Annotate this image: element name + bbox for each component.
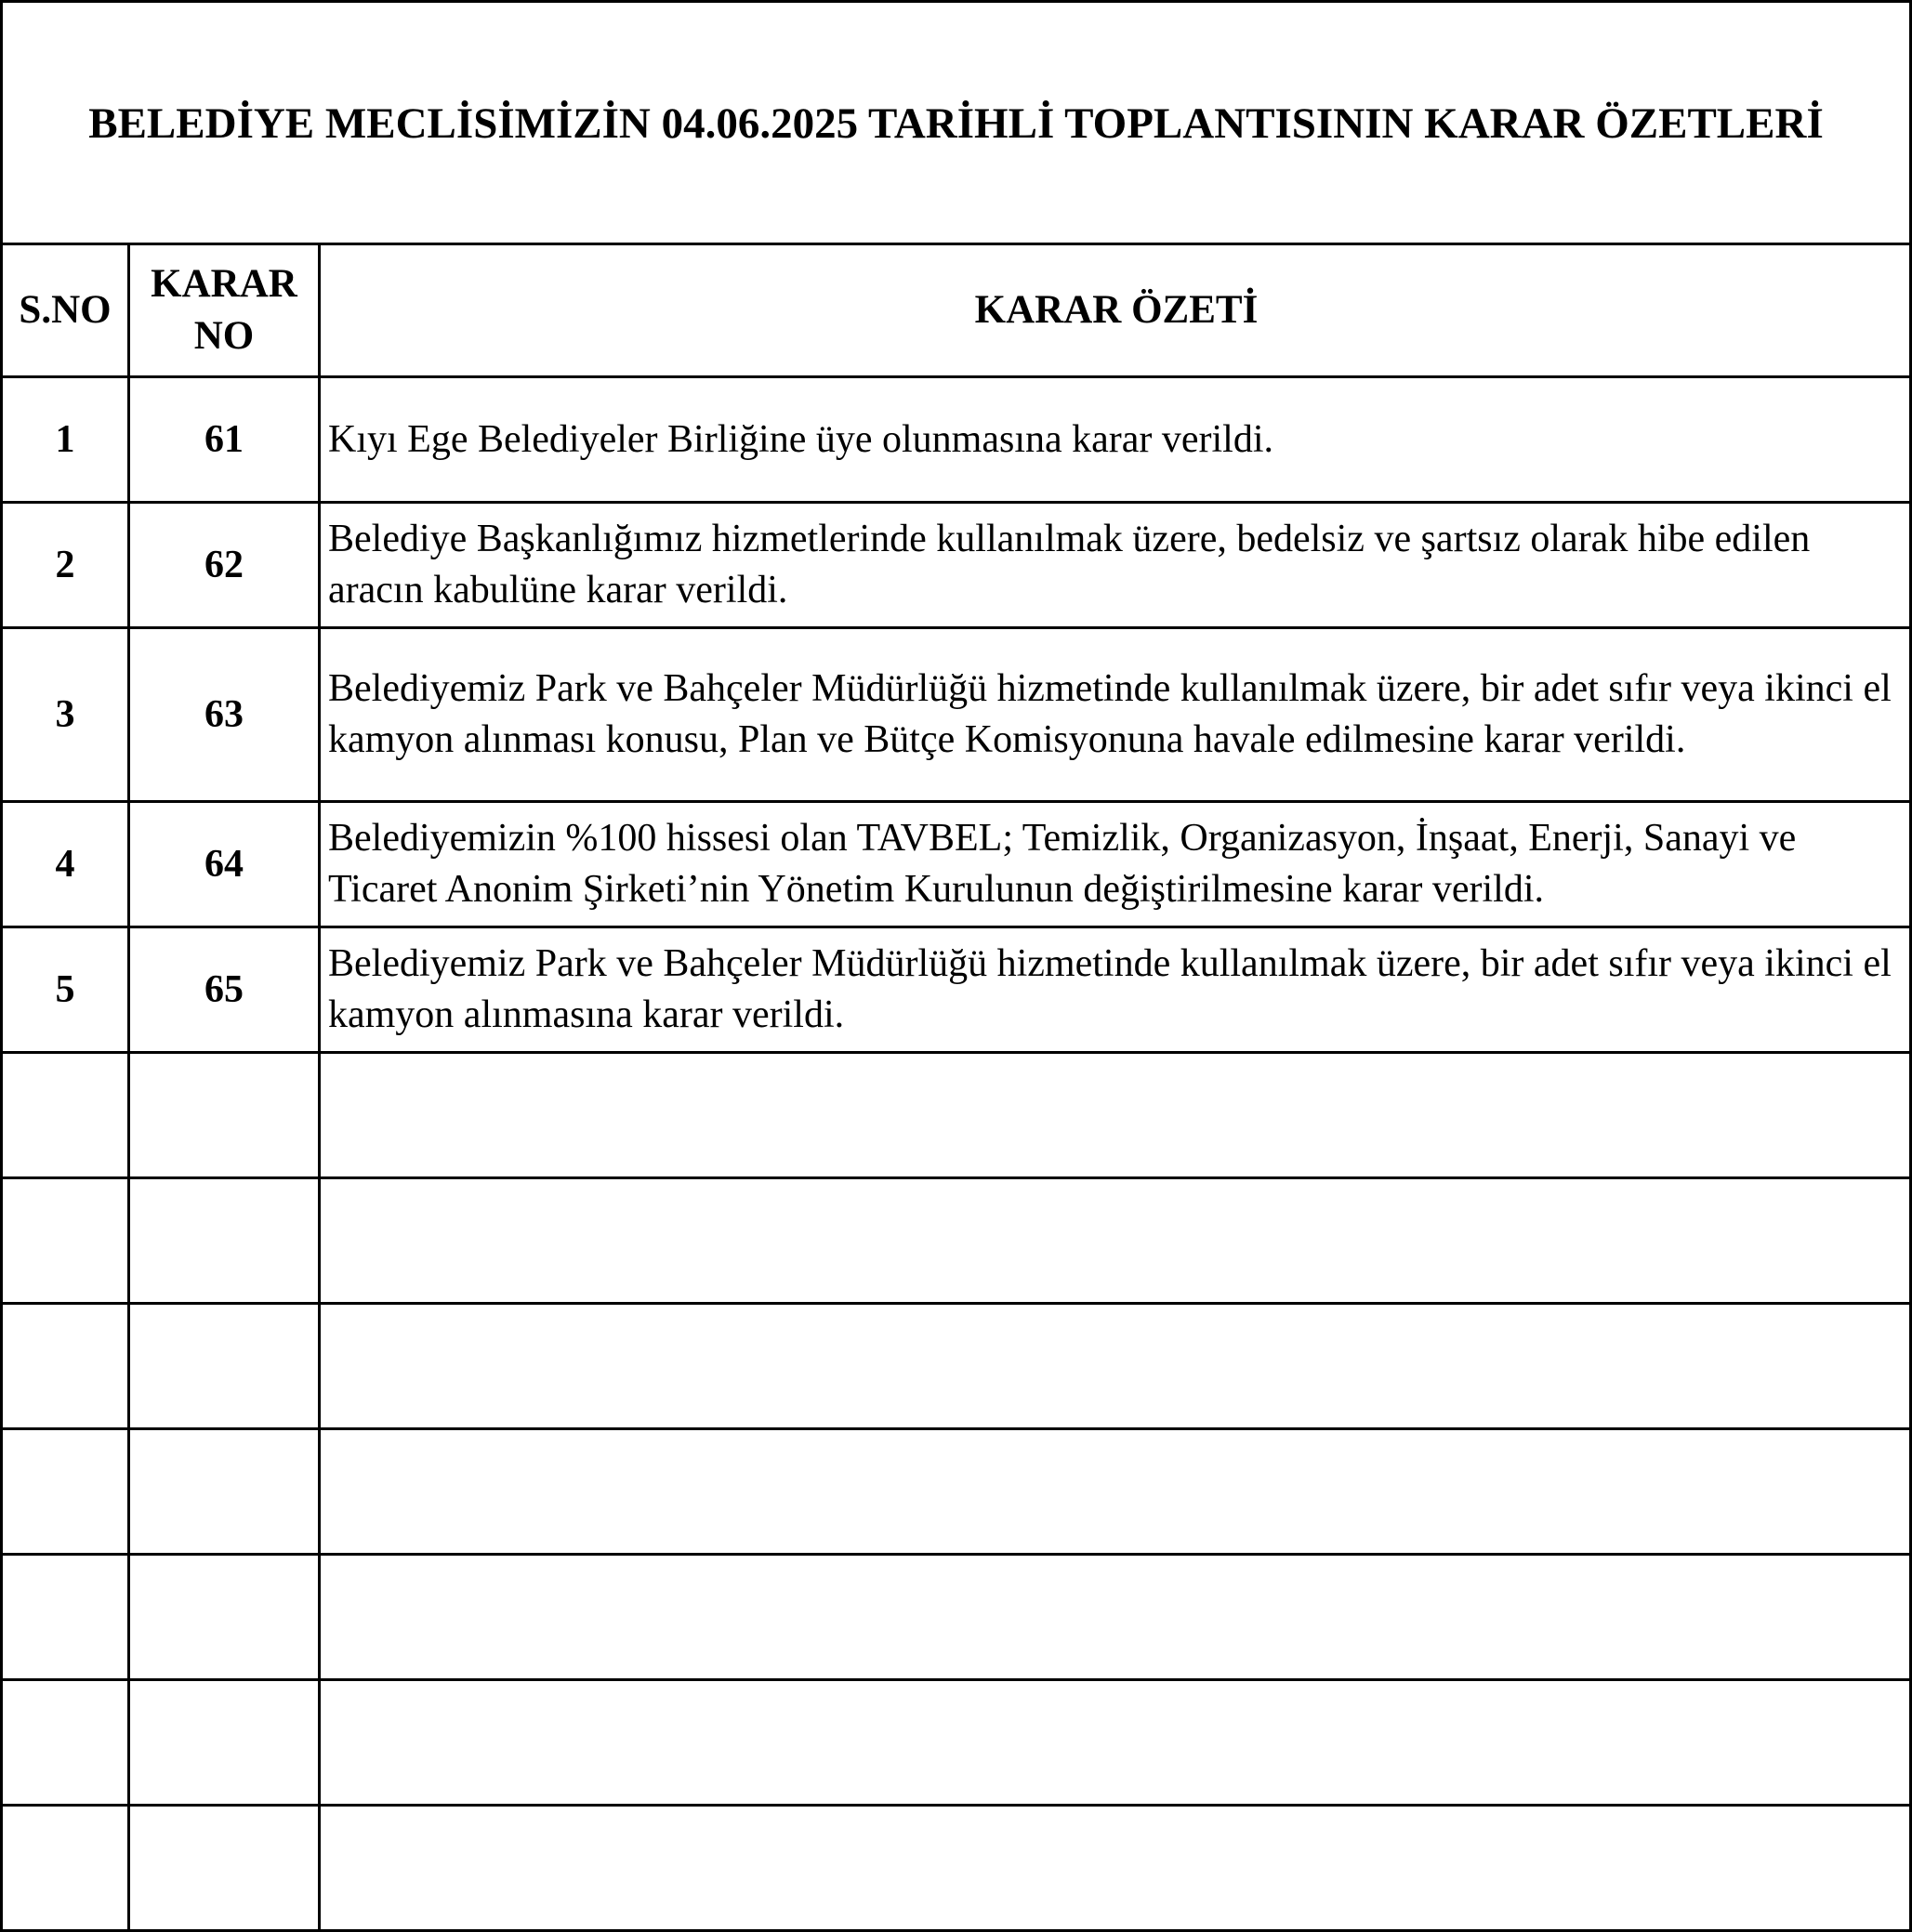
empty-karar-no-cell	[129, 1806, 320, 1931]
row-sno: 4	[2, 802, 129, 927]
empty-sno-cell	[2, 1178, 129, 1304]
empty-summary-cell	[320, 1304, 1912, 1429]
row-karar-no: 62	[129, 503, 320, 628]
row-sno: 2	[2, 503, 129, 628]
empty-sno-cell	[2, 1429, 129, 1555]
empty-table-row	[2, 1806, 1912, 1931]
row-karar-no: 61	[129, 377, 320, 503]
empty-summary-cell	[320, 1178, 1912, 1304]
row-summary: Belediyemiz Park ve Bahçeler Müdürlüğü hizmetinde kullanılmak üzere, bir adet sıfır veya ikinci el kamyon alınmasına karar verildi.	[320, 927, 1912, 1053]
table-row	[2, 802, 1912, 927]
empty-summary-cell	[320, 1555, 1912, 1680]
empty-summary-cell	[320, 1680, 1912, 1806]
empty-karar-no-cell	[129, 1178, 320, 1304]
row-karar-no: 65	[129, 927, 320, 1053]
empty-table-row	[2, 1178, 1912, 1304]
empty-rows	[2, 1053, 1912, 1931]
header-sno: S.NO	[2, 244, 129, 377]
row-summary: Kıyı Ege Belediyeler Birliğine üye olunmasına karar verildi.	[320, 377, 1912, 503]
empty-karar-no-cell	[129, 1555, 320, 1680]
row-karar-no: 63	[129, 628, 320, 802]
empty-karar-no-cell	[129, 1304, 320, 1429]
table-header-row	[2, 244, 1912, 377]
empty-table-row	[2, 1429, 1912, 1555]
empty-summary-cell	[320, 1429, 1912, 1555]
empty-sno-cell	[2, 1806, 129, 1931]
empty-summary-cell	[320, 1053, 1912, 1178]
empty-karar-no-cell	[129, 1680, 320, 1806]
empty-table-row	[2, 1053, 1912, 1178]
table-row	[2, 377, 1912, 503]
row-summary: Belediye Başkanlığımız hizmetlerinde kullanılmak üzere, bedelsiz ve şartsız olarak hibe edilen aracın kabulüne karar verildi.	[320, 503, 1912, 628]
header-karar-no: KARAR NO	[129, 244, 320, 377]
empty-table-row	[2, 1680, 1912, 1806]
empty-karar-no-cell	[129, 1053, 320, 1178]
row-sno: 3	[2, 628, 129, 802]
decisions-table	[0, 243, 1912, 1932]
empty-sno-cell	[2, 1555, 129, 1680]
row-karar-no: 64	[129, 802, 320, 927]
table-row	[2, 628, 1912, 802]
empty-table-row	[2, 1304, 1912, 1429]
empty-summary-cell	[320, 1806, 1912, 1931]
empty-table-row	[2, 1555, 1912, 1680]
document-title: BELEDİYE MECLİSİMİZİN 04.06.2025 TARİHLİ TOPLANTISININ KARAR ÖZETLERİ	[88, 99, 1824, 148]
empty-karar-no-cell	[129, 1429, 320, 1555]
table-row	[2, 503, 1912, 628]
empty-sno-cell	[2, 1304, 129, 1429]
row-summary: Belediyemiz Park ve Bahçeler Müdürlüğü hizmetinde kullanılmak üzere, bir adet sıfır veya ikinci el kamyon alınması konusu, Plan ve Bütçe Komisyonuna havale edilmesine karar verildi.	[320, 628, 1912, 802]
header-karar-ozeti: KARAR ÖZETİ	[320, 244, 1912, 377]
empty-sno-cell	[2, 1053, 129, 1178]
table-row	[2, 927, 1912, 1053]
title-cell	[3, 3, 1909, 243]
empty-sno-cell	[2, 1680, 129, 1806]
row-summary: Belediyemizin %100 hissesi olan TAVBEL; Temizlik, Organizasyon, İnşaat, Enerji, Sanayi ve Ticaret Anonim Şirketi’nin Yönetim Kurulunun değiştirilmesine karar verildi.	[320, 802, 1912, 927]
row-sno: 1	[2, 377, 129, 503]
row-sno: 5	[2, 927, 129, 1053]
